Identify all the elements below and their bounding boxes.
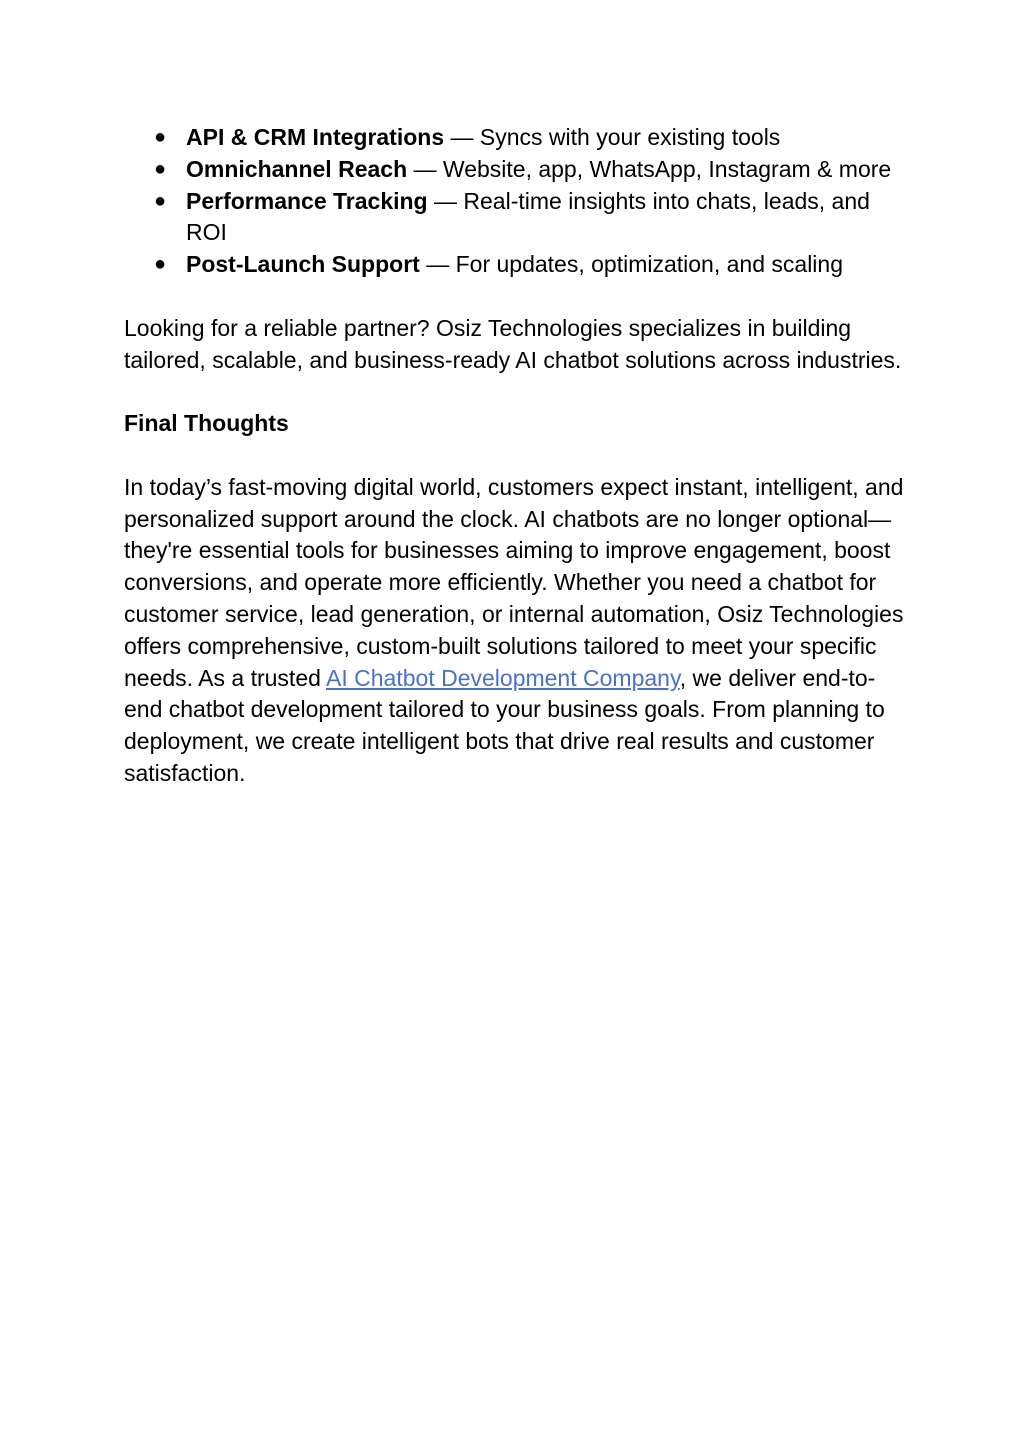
feature-item <box>124 122 904 154</box>
feature-item <box>124 249 904 281</box>
document-page <box>124 122 904 790</box>
feature-term: Omnichannel Reach <box>186 155 408 182</box>
bullet-icon: ● <box>154 157 167 180</box>
final-paragraph-text: In today’s fast-moving digital world, customers expect instant, intelligent, and personalized support around the clock. AI chatbots are no longer optional—they're essential tools for businesses aiming to improve engagement, boost conversions, and operate more efficiently. Whether you need a chatbot for customer service, lead generation, or internal automation, Osiz Technologies offers comprehensive, custom-built solutions tailored to meet your specific needs. As a trusted <box>124 473 904 691</box>
feature-item <box>124 154 904 186</box>
section-heading: Final Thoughts <box>124 410 289 437</box>
intro-paragraph: Looking for a reliable partner? Osiz Technologies specializes in building tailored, scalable, and business-ready AI chatbot solutions across industries. <box>124 314 902 373</box>
feature-item <box>124 186 904 250</box>
feature-term: API & CRM Integrations <box>186 124 445 150</box>
final-paragraph-text: , we deliver end-to-end chatbot development tailored to your business goals. From planning to deployment, we create intelligent bots that drive real results and customer satisfaction. <box>124 664 885 786</box>
company-link[interactable]: AI Chatbot Development Company <box>326 664 680 691</box>
bullet-icon: ● <box>154 189 167 212</box>
bullet-icon: ● <box>154 126 167 148</box>
final-paragraph <box>124 472 904 790</box>
feature-term: Post-Launch Support <box>186 251 420 278</box>
feature-term: Performance Tracking <box>186 187 428 214</box>
feature-description: — Syncs with your existing tools <box>444 124 781 150</box>
bullet-icon: ● <box>154 253 167 276</box>
feature-description: — For updates, optimization, and scaling <box>419 251 843 278</box>
feature-list <box>124 122 904 281</box>
feature-description: — Real-time insights into chats, leads, and ROI <box>186 187 870 246</box>
feature-description: — Website, app, WhatsApp, Instagram & more <box>407 155 892 182</box>
